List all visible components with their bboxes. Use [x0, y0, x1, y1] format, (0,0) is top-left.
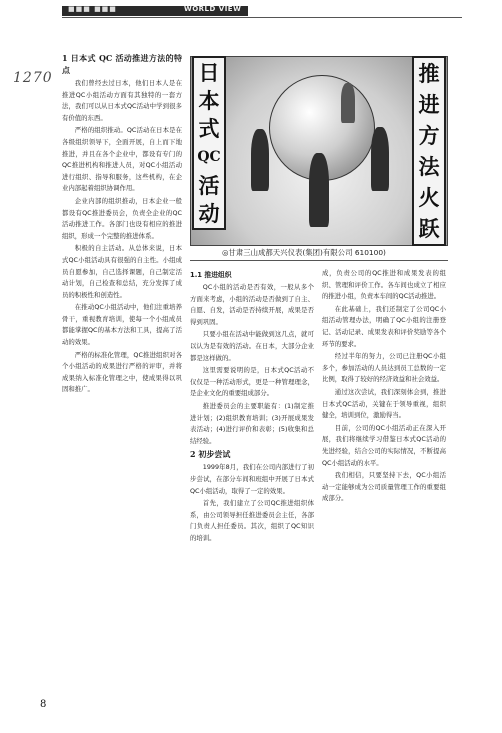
- header-rule: [62, 17, 462, 18]
- paragraph: 在推动QC小组活动中，他们注重培养骨干，重视教育培训，使每一个小组成员都能掌握QC的基本方法和工具，提高了活动的效果。: [62, 303, 182, 347]
- banner-right-char-3: 方: [418, 123, 440, 148]
- paragraph: 严格的标准化管理，QC推进组织对各个小组活动的成果进行严格的评审，并将成果纳入标准化管理之中，使成果得以巩固和推广。: [62, 350, 182, 394]
- banner-left-char-5: 活: [198, 172, 220, 198]
- page-number: 8: [40, 699, 47, 710]
- photo: [190, 56, 448, 246]
- column-1: [62, 52, 182, 692]
- paragraph: 我们曾经去过日本，他们日本人是在推进QC小组活动方面有其独特的一套方法，我们可以从日本式QC活动中学到很多有价值的东西。: [62, 79, 182, 122]
- paragraph: 我们相信，只要坚持下去，QC小组活动一定能够成为公司质量管理工作的重要组成部分。: [322, 471, 446, 503]
- header-section: WORLD VIEW: [184, 5, 242, 13]
- subhead-1-1: 1.1 推进组织: [190, 271, 232, 279]
- paragraph: 在此基础上，我们还制定了公司QC小组活动管理办法，明确了QC小组的注册登记、活动记录、成果发表和评价奖励等各个环节的要求。: [322, 304, 446, 348]
- figure-back: [341, 83, 355, 123]
- paragraph: 成，负责公司的QC推进和成果发表的组织、管理和评价工作。各车间也成立了相应的推进小组，负责本车间的QC活动推进。: [322, 269, 446, 301]
- photo-caption: ◎甘肃三山成都天兴仪表(集团)有限公司 610100): [222, 248, 386, 257]
- banner-right-char-1: 推: [418, 61, 440, 86]
- paragraph: 严格的组织推动。QC活动在日本是在各级组织领导下，全面开展，自上而下地推进，并且在各个企业中，都设有专门的QC推进机构和推进人员，对QC小组活动进行组织、指导和服务，这些机构，在企业内部起着组织协调作用。: [62, 126, 182, 193]
- paragraph: QC小组的活动是否有效，一般从多个方面来考虑，小组的活动是否做到了自主、自愿、自发，活动是否持续开展，成果是否得到巩固。: [190, 283, 314, 326]
- banner-right-char-6: 跃: [418, 216, 440, 241]
- banner-left-char-2: 本: [198, 87, 220, 113]
- banner-left-char-4: QC: [197, 148, 221, 165]
- column-3: [322, 268, 446, 696]
- figure-right: [371, 127, 389, 191]
- header-brand: ■■■ ■■■: [68, 5, 117, 13]
- paragraph: 推进委员会的主要职能有：(1)制定推进计划；(2)组织教育培训；(3)开展成果发表活动；(4)进行评价和表彰；(5)收集和总结经验。: [190, 401, 314, 445]
- paragraph: 只要小组在活动中能做到这几点，就可以认为是有效的活动。在日本，大部分企业都是这样做的。: [190, 330, 314, 362]
- banner-left: [192, 56, 226, 230]
- caption-rule: [190, 260, 448, 261]
- paragraph: 1999年8月，我们在公司内部进行了初步尝试，在部分车间和班组中开展了日本式QC小组活动，取得了一定的效果。: [190, 463, 314, 495]
- paragraph: 这里需要说明的是，日本式QC活动不仅仅是一种活动形式，更是一种管理理念，是企业文化的重要组成部分。: [190, 366, 314, 398]
- figure-left: [251, 129, 269, 191]
- banner-right: [412, 56, 446, 246]
- banner-left-char-6: 动: [198, 201, 220, 227]
- paragraph: 通过这次尝试，我们深刻体会到，推进日本式QC活动，关键在于领导重视，组织健全，培训到位，激励得当。: [322, 387, 446, 420]
- banner-right-char-2: 进: [418, 92, 440, 117]
- banner-left-char-1: 日: [198, 59, 220, 85]
- column-2: [190, 268, 314, 696]
- paragraph: 首先，我们建立了公司QC推进组织体系，由公司领导担任推进委员会主任，各部门负责人担任委员。其次，组织了QC知识的培训。: [190, 499, 314, 542]
- section-title-1: 1 日本式 QC 活动推进方法的特点: [62, 53, 182, 75]
- paragraph: 经过半年的努力，公司已注册QC小组多个，参加活动的人员达到员工总数的一定比例，取得了较好的经济效益和社会效益。: [322, 352, 446, 384]
- section-title-2: 2 初步尝试: [190, 449, 231, 460]
- paragraph: 目前，公司的QC小组活动正在深入开展，我们将继续学习借鉴日本式QC活动的先进经验，结合公司的实际情况，不断提高QC小组活动的水平。: [322, 423, 446, 467]
- figure-center: [309, 153, 329, 227]
- banner-left-char-3: 式: [198, 116, 220, 142]
- paragraph: 企业内部的组织推动，日本企业一般都设有QC推进委员会，负责全企业的QC活动推进工作。各部门也设有相应的推进组织，形成一个完整的推进体系。: [62, 196, 182, 240]
- handwritten-annotation: 1270: [13, 70, 53, 86]
- banner-right-char-5: 火: [418, 185, 440, 210]
- paragraph: 积极的自主活动。从总体来说，日本式QC小组活动具有很强的自主性。小组成员自愿参加，自己选择课题，自己制定活动计划，自己检查和总结，充分发挥了成员的积极性和创造性。: [62, 244, 182, 299]
- banner-right-char-4: 法: [418, 154, 440, 179]
